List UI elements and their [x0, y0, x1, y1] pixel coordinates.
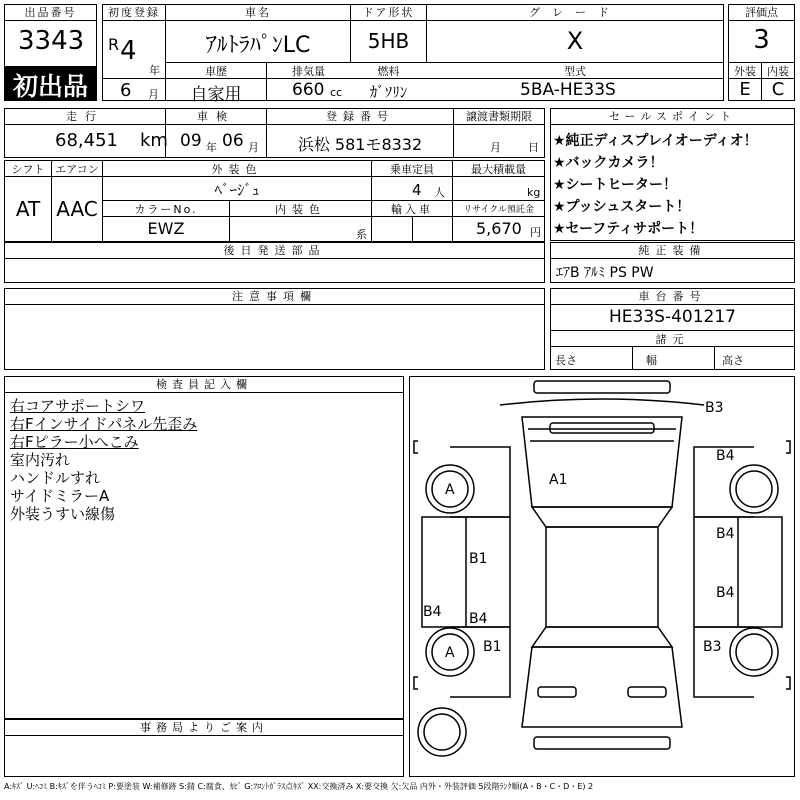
mark-right-front-fender: B4: [716, 448, 735, 464]
length-label: 長さ: [555, 354, 577, 367]
model-label: 型式: [564, 65, 586, 78]
capacity-label: 乗車定員: [390, 163, 434, 176]
transfer-day: 日: [528, 141, 539, 154]
interior-color-unit: 系: [356, 228, 367, 241]
mileage-unit: km: [140, 130, 168, 151]
sales-point-1: ★純正ディスプレイオーディオ！: [553, 133, 758, 149]
mileage-label: 走行: [5, 109, 165, 125]
score-label: 評価点: [729, 5, 794, 21]
interior-grade: C: [771, 79, 785, 100]
genuine-label: 純正装備: [551, 243, 794, 259]
inspection-label: 車検: [166, 109, 266, 125]
shift: AT: [15, 197, 41, 221]
chassis-label: 車台番号: [551, 289, 794, 305]
legend: A:ｷｽﾞ U:ﾍｺﾐ B:ｷｽﾞを伴うﾍｺﾐ P:要塗装 W:補修跡 S:錆 C:腐食、ｶﾋﾞ G:ﾌﾛﾝﾄｶﾞﾗｽ点ｷｽﾞ XX:交換済み X:要交換 欠:欠品 内外・外装評価 5段階ﾗﾝｸ順(A・B・C・D・E) 2: [4, 782, 594, 791]
door-label: ドア形状: [351, 5, 426, 21]
recycle-label: リサイクル預託金: [463, 205, 534, 215]
capacity-unit: 人: [434, 186, 445, 199]
later-parts-label: 後日発送部品: [5, 243, 544, 259]
chassis-number: HE33S-401217: [609, 307, 736, 327]
displacement: 660: [292, 80, 325, 100]
interior-color-label: 内装色: [275, 203, 326, 216]
mark-hood: A1: [549, 472, 568, 488]
month-unit: 月: [148, 88, 159, 101]
grade: X: [566, 27, 584, 55]
notes-label: 注意事項欄: [5, 289, 544, 305]
mark-left-rear-wheel-area: B1: [483, 639, 502, 655]
history-label: 車歴: [205, 65, 227, 78]
sales-point-4: ★プッシュスタート！: [553, 199, 691, 215]
history: 自家用: [190, 85, 242, 105]
inspection-month: 06: [222, 131, 244, 151]
score: 3: [753, 25, 770, 55]
first-reg-month: 6: [120, 80, 132, 101]
grade-label: グレード: [427, 5, 723, 21]
exterior-grade: E: [739, 79, 751, 100]
mileage: 68,451: [55, 130, 118, 151]
import-label: 輸入車: [391, 203, 433, 216]
color-no-label: カラーNo.: [134, 203, 198, 216]
genuine-equipment: ｴｱB ｱﾙﾐ PS PW: [556, 265, 654, 281]
shift-label: シフト: [11, 163, 45, 176]
inspection-year-unit: 年: [206, 141, 217, 154]
exterior-label: 外装: [734, 65, 756, 78]
lot-number: 3343: [18, 26, 85, 56]
sales-point-5: ★セーフティサポート！: [553, 221, 704, 237]
lot-label: 出品番号: [5, 5, 96, 21]
max-load-label: 最大積載量: [471, 163, 526, 176]
first-reg-label: 初度登録: [103, 5, 165, 21]
transfer-label: 譲渡書類期限: [454, 109, 544, 125]
inspector-line-5: ハンドルすれ: [10, 469, 101, 487]
era: R: [108, 35, 120, 54]
mark-left-rear-door: B4: [469, 611, 488, 627]
car-name-label: 車名: [166, 5, 350, 21]
displacement-unit: cc: [330, 86, 343, 99]
inspection-month-unit: 月: [248, 141, 259, 154]
fuel: ｶﾞｿﾘﾝ: [369, 83, 408, 101]
body-color-label: 外装色: [211, 163, 263, 176]
body-color: ﾍﾞｰｼﾞｭ: [214, 181, 260, 199]
max-load-unit: kg: [527, 186, 541, 199]
first-listing-text: 初出品: [12, 72, 88, 101]
mark-left-front-wheel: A: [445, 482, 455, 498]
inspector-line-4: 室内汚れ: [10, 451, 71, 469]
displacement-label: 排気量: [292, 65, 325, 78]
sales-point-3: ★シートヒーター！: [553, 177, 677, 193]
door-type: 5HB: [367, 29, 410, 53]
mark-left-quarter: B4: [423, 604, 442, 620]
office-label: 事務局よりご案内: [5, 720, 403, 736]
mark-left-front-door: B1: [469, 551, 488, 567]
mark-front-bumper: B3: [705, 400, 724, 416]
inspector-line-6: サイドミラーA: [10, 487, 110, 505]
recycle-deposit: 5,670: [476, 219, 522, 238]
aircon-label: エアコン: [55, 163, 99, 176]
width-label: 幅: [646, 354, 657, 367]
inspector-line-3: 右Fピラー小へこみ: [10, 433, 139, 451]
fuel-label: 燃料: [377, 65, 400, 78]
mark-right-rear-door: B4: [716, 585, 735, 601]
interior-label: 内装: [767, 65, 789, 78]
capacity: 4: [412, 181, 422, 199]
inspector-line-2: 右Fインサイドパネル先歪み: [10, 415, 198, 433]
height-label: 高さ: [722, 354, 744, 367]
year-unit: 年: [149, 64, 160, 77]
mark-right-rear-quarter: B3: [703, 639, 722, 655]
transfer-month: 月: [490, 141, 501, 154]
mark-right-front-door: B4: [716, 526, 735, 542]
inspector-line-1: 右コアサポートシワ: [10, 397, 146, 415]
inspector-label: 検査員記入欄: [5, 377, 403, 393]
color-no: EWZ: [147, 219, 185, 238]
aircon: AAC: [56, 197, 98, 221]
recycle-unit: 円: [530, 226, 541, 239]
sales-points-label: セールスポイント: [551, 109, 794, 125]
dims-label: 諸元: [655, 333, 690, 346]
inspector-line-7: 外装うすい線傷: [10, 505, 116, 523]
model: 5BA-HE33S: [520, 80, 616, 100]
car-name: ｱﾙﾄﾗﾊﾟﾝLC: [205, 33, 311, 58]
first-reg-year: 4: [120, 36, 137, 66]
inspection-year: 09: [180, 131, 202, 151]
sales-point-2: ★バックカメラ！: [553, 155, 664, 171]
registration-number: 浜松 581モ8332: [297, 135, 423, 154]
car-diagram: [410, 377, 794, 776]
mark-left-rear-wheel: A: [445, 645, 455, 661]
registration-label: 登録番号: [267, 109, 453, 125]
